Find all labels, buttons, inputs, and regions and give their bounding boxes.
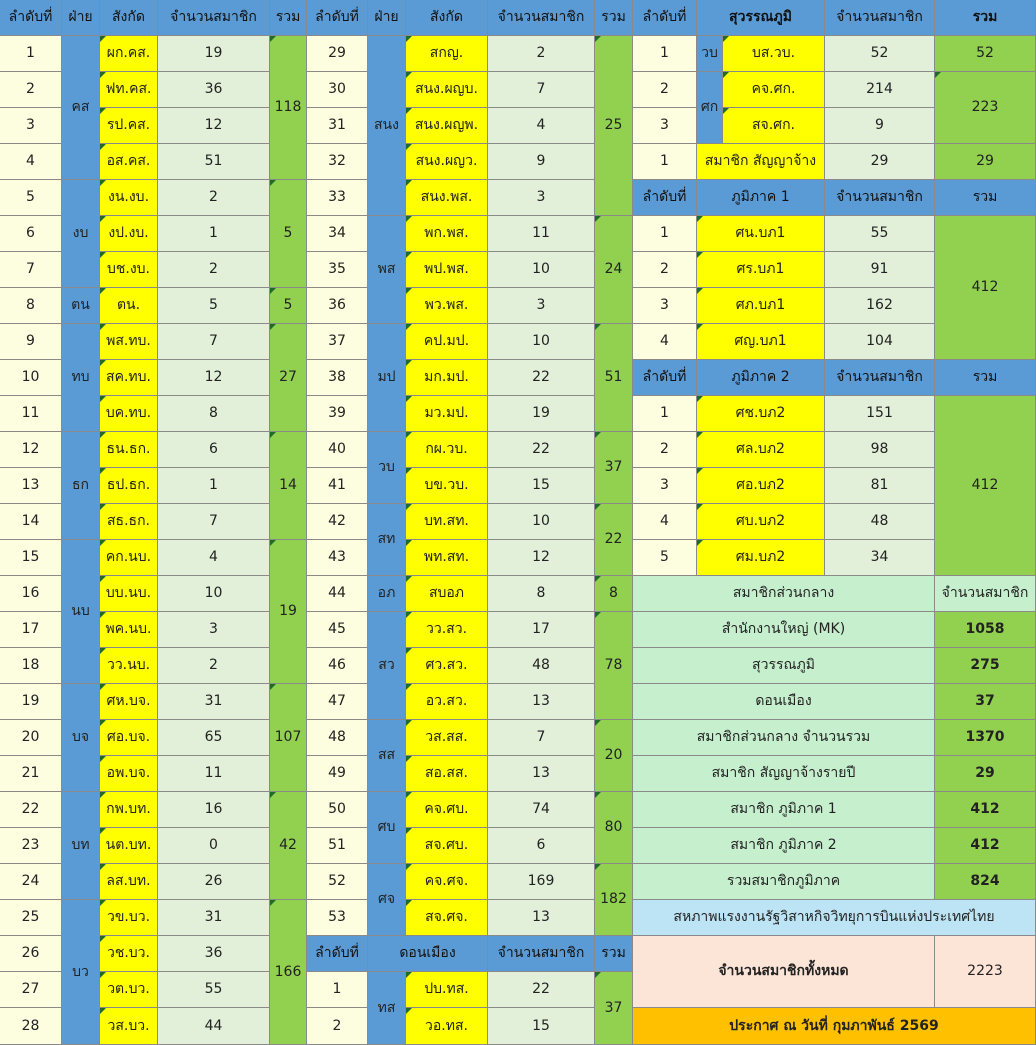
row-seq: 36 [307,288,368,324]
member-count: 13 [488,756,595,792]
unit-cell: คจ.ศบ. [406,792,488,828]
row-seq: 7 [0,252,62,288]
member-count: 34 [825,540,935,576]
grand-total-label: จำนวนสมาชิกทั้งหมด [633,936,935,1008]
member-count: 19 [488,396,595,432]
row-seq: 38 [307,360,368,396]
header-suvarnabhumi: สุวรรณภูมิ [697,0,825,36]
unit-cell: ธป.ธก. [100,468,158,504]
unit-cell: ธน.ธก. [100,432,158,468]
row-seq: 44 [307,576,368,612]
unit-cell: ผก.คส. [100,36,158,72]
row-seq: 14 [0,504,62,540]
division-cell: ตน [62,288,100,324]
row-seq: 23 [0,828,62,864]
row-seq: 15 [0,540,62,576]
summary-value: 29 [935,756,1036,792]
row-seq: 1 [0,36,62,72]
member-count: 6 [158,432,270,468]
row-seq: 3 [633,288,697,324]
unit-cell: บข.วบ. [406,468,488,504]
unit-cell: อพ.บจ. [100,756,158,792]
member-count: 1 [158,216,270,252]
member-count: 12 [158,360,270,396]
division-cell: สส [368,720,406,792]
division-cell: สว [368,612,406,720]
row-seq: 18 [0,648,62,684]
row-seq: 52 [307,864,368,900]
unit-cell: สจ.ศจ. [406,900,488,936]
row-seq: 1 [633,36,697,72]
member-count: 26 [158,864,270,900]
unit-cell: สนง.พส. [406,180,488,216]
member-count: 65 [158,720,270,756]
member-count: 3 [158,612,270,648]
member-count: 81 [825,468,935,504]
member-count: 36 [158,72,270,108]
summary-label: รวมสมาชิกภูมิภาค [633,864,935,900]
unit-cell: ศอ.บภ2 [697,468,825,504]
unit-cell: สนง.ผญบ. [406,72,488,108]
row-seq: 16 [0,576,62,612]
member-count: 91 [825,252,935,288]
row-seq: 53 [307,900,368,936]
unit-cell: กผ.วบ. [406,432,488,468]
member-count: 10 [488,252,595,288]
member-count: 11 [158,756,270,792]
row-seq: 12 [0,432,62,468]
summary-value: 1058 [935,612,1036,648]
member-count: 31 [158,684,270,720]
member-count: 22 [488,972,595,1008]
row-seq: 39 [307,396,368,432]
group-total: 5 [270,288,307,324]
summary-label: สมาชิก ภูมิภาค 1 [633,792,935,828]
member-count: 19 [158,36,270,72]
member-count: 4 [488,108,595,144]
group-total: 24 [595,216,633,324]
summary-value: 275 [935,648,1036,684]
member-count: 2 [158,252,270,288]
header-total-r1: รวม [935,180,1036,216]
unit-cell: วต.บว. [100,972,158,1008]
member-count: 169 [488,864,595,900]
member-count: 16 [158,792,270,828]
row-seq: 3 [633,108,697,144]
summary-header-value: จำนวนสมาชิก [935,576,1036,612]
row-seq: 26 [0,936,62,972]
unit-cell: อส.คส. [100,144,158,180]
member-count: 55 [158,972,270,1008]
group-total: 78 [595,612,633,720]
row-seq: 29 [307,36,368,72]
member-count: 5 [158,288,270,324]
unit-cell: สจ.ศก. [723,108,825,144]
header-members-suv: จำนวนสมาชิก [825,0,935,36]
row-seq: 43 [307,540,368,576]
unit-cell: ศล.บภ2 [697,432,825,468]
member-count: 2 [158,180,270,216]
division-cell: บว [62,900,100,1045]
unit-cell: วข.บว. [100,900,158,936]
unit-cell: งป.งบ. [100,216,158,252]
unit-cell: ศม.บภ2 [697,540,825,576]
member-count: 22 [488,360,595,396]
group-total: 412 [935,396,1036,576]
division-cell: ศจ [368,864,406,936]
member-count: 74 [488,792,595,828]
member-count: 2 [158,648,270,684]
row-seq: 41 [307,468,368,504]
row-seq: 27 [0,972,62,1008]
header-members-2: จำนวนสมาชิก [488,0,595,36]
row-seq: 17 [0,612,62,648]
unit-cell: อว.สว. [406,684,488,720]
unit-cell: ลส.บท. [100,864,158,900]
member-count: 48 [825,504,935,540]
row-seq: 8 [0,288,62,324]
unit-cell: วส.บว. [100,1008,158,1045]
unit-cell: ศห.บจ. [100,684,158,720]
division-cell: มป [368,324,406,432]
unit-cell: คป.มป. [406,324,488,360]
summary-label: สมาชิก ภูมิภาค 2 [633,828,935,864]
header-division-2: ฝ่าย [368,0,406,36]
member-count: 55 [825,216,935,252]
union-name: สหภาพแรงงานรัฐวิสาหกิจวิทยุการบินแห่งประเทศไทย [633,900,1036,936]
division-cell: สนง [368,36,406,216]
row-seq: 51 [307,828,368,864]
summary-label: สมาชิก สัญญาจ้างรายปี [633,756,935,792]
row-seq: 50 [307,792,368,828]
unit-cell: ศว.สว. [406,648,488,684]
summary-label: สมาชิกส่วนกลาง จำนวนรวม [633,720,935,756]
unit-cell: สกญ. [406,36,488,72]
member-count: 104 [825,324,935,360]
member-count: 7 [488,720,595,756]
header-unit: สังกัด [100,0,158,36]
group-total: 25 [595,36,633,216]
member-count: 48 [488,648,595,684]
unit-cell: ศน.บภ1 [697,216,825,252]
unit-cell: สนง.ผญพ. [406,108,488,144]
unit-cell: สอ.สส. [406,756,488,792]
summary-label: สุวรรณภูมิ [633,648,935,684]
row-seq: 1 [633,144,697,180]
header-total-r2: รวม [935,360,1036,396]
division-cell: บท [62,792,100,900]
unit-cell: ศอ.บจ. [100,720,158,756]
row-seq: 2 [633,72,697,108]
member-count: 10 [158,576,270,612]
member-count: 12 [488,540,595,576]
member-count: 10 [488,504,595,540]
row-seq: 1 [307,972,368,1008]
division-cell: สท [368,504,406,576]
division-cell: ศก [697,72,723,144]
row-seq: 45 [307,612,368,648]
unit-cell: วส.สส. [406,720,488,756]
unit-cell: คจ.ศจ. [406,864,488,900]
row-seq: 22 [0,792,62,828]
group-total: 37 [595,972,633,1045]
unit-cell: บช.งบ. [100,252,158,288]
member-count: 17 [488,612,595,648]
unit-cell: คจ.ศก. [723,72,825,108]
member-count: 3 [488,180,595,216]
group-total: 42 [270,792,307,900]
member-count: 13 [488,900,595,936]
unit-cell: วว.นบ. [100,648,158,684]
unit-cell: งน.งบ. [100,180,158,216]
member-count: 51 [158,144,270,180]
row-seq: 2 [633,252,697,288]
unit-cell: วว.สว. [406,612,488,648]
row-seq: 6 [0,216,62,252]
unit-cell: นต.บท. [100,828,158,864]
header-seq-2: ลำดับที่ [307,0,368,36]
unit-cell: สบอภ [406,576,488,612]
unit-cell: บบ.นบ. [100,576,158,612]
unit-cell: คก.นบ. [100,540,158,576]
member-count: 15 [488,1008,595,1045]
row-seq: 24 [0,864,62,900]
unit-cell: สธ.ธก. [100,504,158,540]
header-total: รวม [270,0,307,36]
header-members-r2: จำนวนสมาชิก [825,360,935,396]
group-total: 107 [270,684,307,792]
header-seq-r2: ลำดับที่ [633,360,697,396]
group-total: 118 [270,36,307,180]
row-seq: 11 [0,396,62,432]
header-total-suv: รวม [935,0,1036,36]
unit-cell: พท.สท. [406,540,488,576]
member-count: 4 [158,540,270,576]
summary-value: 412 [935,828,1036,864]
unit-cell: รป.คส. [100,108,158,144]
group-total: 19 [270,540,307,684]
group-total: 8 [595,576,633,612]
row-seq: 2 [633,432,697,468]
header-donmueang: ดอนเมือง [368,936,488,972]
member-count: 36 [158,936,270,972]
group-total: 27 [270,324,307,432]
row-seq: 1 [633,396,697,432]
division-cell: บจ [62,684,100,792]
unit-cell: บท.สท. [406,504,488,540]
header-region1: ภูมิภาค 1 [697,180,825,216]
row-seq: 32 [307,144,368,180]
member-count: 44 [158,1008,270,1045]
announcement-date: ประกาศ ณ วันที่ กุมภาพันธ์ 2569 [633,1008,1036,1045]
division-cell: นบ [62,540,100,684]
row-seq: 10 [0,360,62,396]
row-seq: 42 [307,504,368,540]
division-cell: คส [62,36,100,180]
division-cell: วบ [697,36,723,72]
member-count: 7 [158,324,270,360]
header-seq-suv: ลำดับที่ [633,0,697,36]
member-count: 3 [488,288,595,324]
unit-cell: สจ.ศบ. [406,828,488,864]
member-count: 22 [488,432,595,468]
unit-cell: ศร.บภ1 [697,252,825,288]
unit-cell: ปบ.ทส. [406,972,488,1008]
row-seq: 30 [307,72,368,108]
header-region2: ภูมิภาค 2 [697,360,825,396]
row-seq: 46 [307,648,368,684]
member-count: 162 [825,288,935,324]
header-total-2: รวม [595,0,633,36]
member-count: 29 [825,144,935,180]
group-total: 22 [595,504,633,576]
member-count: 13 [488,684,595,720]
row-seq: 3 [0,108,62,144]
row-seq: 25 [0,900,62,936]
summary-value: 37 [935,684,1036,720]
unit-cell: วช.บว. [100,936,158,972]
unit-cell: มว.มป. [406,396,488,432]
header-members-don: จำนวนสมาชิก [488,936,595,972]
row-seq: 35 [307,252,368,288]
member-count: 8 [488,576,595,612]
row-seq: 40 [307,432,368,468]
member-count: 1 [158,468,270,504]
row-seq: 5 [633,540,697,576]
unit-cell: พค.นบ. [100,612,158,648]
member-count: 52 [825,36,935,72]
unit-cell: มก.มป. [406,360,488,396]
member-count: 9 [825,108,935,144]
row-seq: 13 [0,468,62,504]
unit-cell: ฟท.คส. [100,72,158,108]
member-count: 0 [158,828,270,864]
division-cell: วบ [368,432,406,504]
header-division: ฝ่าย [62,0,100,36]
group-total: 166 [270,900,307,1045]
member-count: 31 [158,900,270,936]
group-total: 223 [935,72,1036,144]
summary-label: สำนักงานใหญ่ (MK) [633,612,935,648]
member-count: 12 [158,108,270,144]
row-seq: 2 [307,1008,368,1045]
row-seq: 19 [0,684,62,720]
header-unit-2: สังกัด [406,0,488,36]
member-count: 98 [825,432,935,468]
header-seq-don: ลำดับที่ [307,936,368,972]
row-seq: 2 [0,72,62,108]
unit-cell: พก.พส. [406,216,488,252]
group-total: 412 [935,216,1036,360]
division-cell: งบ [62,180,100,288]
header-seq-r1: ลำดับที่ [633,180,697,216]
division-cell: ทส [368,972,406,1045]
header-total-don: รวม [595,936,633,972]
group-total: 80 [595,792,633,864]
summary-label: ดอนเมือง [633,684,935,720]
unit-cell: ศช.บภ2 [697,396,825,432]
row-seq: 5 [0,180,62,216]
header-members-r1: จำนวนสมาชิก [825,180,935,216]
row-seq: 31 [307,108,368,144]
division-cell: ทบ [62,324,100,432]
division-cell: พส [368,216,406,324]
member-count: 15 [488,468,595,504]
unit-cell: ศบ.บภ2 [697,504,825,540]
member-count: 151 [825,396,935,432]
row-seq: 33 [307,180,368,216]
group-total: 52 [935,36,1036,72]
row-seq: 3 [633,468,697,504]
unit-cell: กพ.บท. [100,792,158,828]
row-seq: 4 [633,504,697,540]
group-total: 20 [595,720,633,792]
member-count: 8 [158,396,270,432]
summary-header-label: สมาชิกส่วนกลาง [633,576,935,612]
grand-total-value: 2223 [935,936,1036,1008]
row-seq: 47 [307,684,368,720]
division-cell: ธก [62,432,100,540]
row-seq: 20 [0,720,62,756]
division-cell: ศบ [368,792,406,864]
unit-cell: ตน. [100,288,158,324]
summary-value: 412 [935,792,1036,828]
unit-cell: พว.พส. [406,288,488,324]
member-count: 7 [488,72,595,108]
unit-cell: พส.ทบ. [100,324,158,360]
unit-cell: บส.วบ. [723,36,825,72]
member-count: 11 [488,216,595,252]
row-seq: 37 [307,324,368,360]
row-seq: 28 [0,1008,62,1045]
unit-cell: ศภ.บภ1 [697,288,825,324]
unit-cell: บค.ทบ. [100,396,158,432]
row-seq: 4 [633,324,697,360]
unit-cell: สนง.ผญว. [406,144,488,180]
summary-value: 824 [935,864,1036,900]
row-seq: 4 [0,144,62,180]
member-count: 7 [158,504,270,540]
unit-cell: ศญ.บภ1 [697,324,825,360]
summary-value: 1370 [935,720,1036,756]
group-total: 29 [935,144,1036,180]
row-seq: 34 [307,216,368,252]
member-count: 214 [825,72,935,108]
group-total: 5 [270,180,307,288]
unit-cell: พป.พส. [406,252,488,288]
header-members: จำนวนสมาชิก [158,0,270,36]
member-count: 9 [488,144,595,180]
group-total: 182 [595,864,633,936]
row-seq: 1 [633,216,697,252]
group-total: 51 [595,324,633,432]
member-count: 10 [488,324,595,360]
division-cell: อภ [368,576,406,612]
member-count: 2 [488,36,595,72]
row-seq: 9 [0,324,62,360]
contract-label: สมาชิก สัญญาจ้าง [697,144,825,180]
row-seq: 49 [307,756,368,792]
member-count: 6 [488,828,595,864]
group-total: 14 [270,432,307,540]
row-seq: 48 [307,720,368,756]
unit-cell: สค.ทบ. [100,360,158,396]
header-seq: ลำดับที่ [0,0,62,36]
row-seq: 21 [0,756,62,792]
unit-cell: วอ.ทส. [406,1008,488,1045]
group-total: 37 [595,432,633,504]
